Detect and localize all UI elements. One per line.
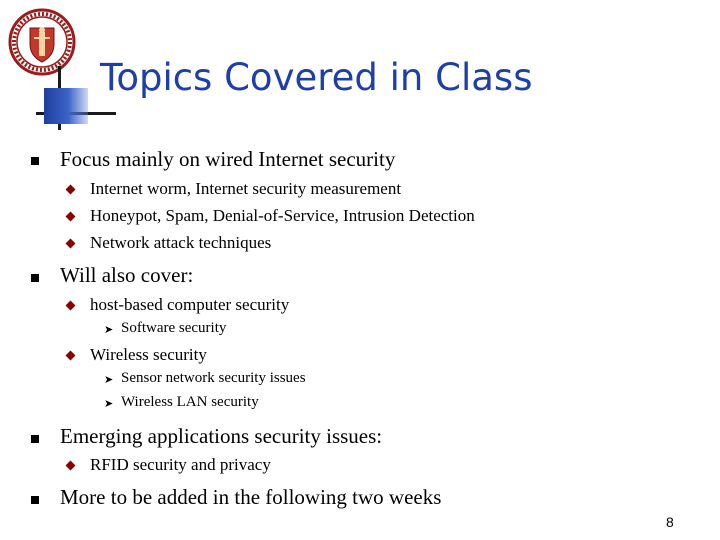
arrowhead-bullet-icon: ➤ (104, 323, 114, 336)
bullet-text-focus: Focus mainly on wired Internet security (60, 147, 396, 171)
diamond-bullet-icon (66, 239, 76, 249)
bullet-text-emerging: Emerging applications security issues: (60, 424, 383, 448)
university-seal-icon (8, 8, 76, 76)
diamond-bullet-icon (66, 185, 76, 195)
bullet-text-wireless-security: Wireless security (90, 345, 207, 364)
arrowhead-bullet-icon: ➤ (104, 373, 114, 386)
square-bullet-icon (31, 274, 39, 282)
bullet-text-wireless-lan: Wireless LAN security (121, 394, 259, 410)
diamond-bullet-icon (66, 351, 76, 361)
diamond-bullet-icon (66, 301, 76, 311)
slide-title: Topics Covered in Class (100, 56, 533, 99)
square-bullet-icon (31, 496, 39, 504)
title-accent-gradient-block (44, 88, 88, 124)
diamond-bullet-icon (66, 461, 76, 471)
bullet-text-software-security: Software security (121, 320, 227, 336)
bullet-text-sensor-network: Sensor network security issues (121, 370, 306, 386)
bullet-text-will-also-cover: Will also cover: (60, 263, 194, 287)
arrowhead-bullet-icon: ➤ (104, 397, 114, 410)
bullet-text-honeypot: Honeypot, Spam, Denial-of-Service, Intrusion Detection (90, 206, 475, 225)
bullet-text-more-to-be-added: More to be added in the following two weeks (60, 485, 442, 509)
diamond-bullet-icon (66, 212, 76, 222)
bullet-text-network-attack: Network attack techniques (90, 233, 272, 252)
square-bullet-icon (31, 435, 39, 443)
bullet-text-host-based: host-based computer security (90, 295, 290, 314)
square-bullet-icon (31, 157, 39, 165)
bullet-text-rfid: RFID security and privacy (90, 455, 271, 474)
page-number: 8 (666, 514, 674, 530)
bullet-text-worm: Internet worm, Internet security measurement (90, 179, 402, 198)
